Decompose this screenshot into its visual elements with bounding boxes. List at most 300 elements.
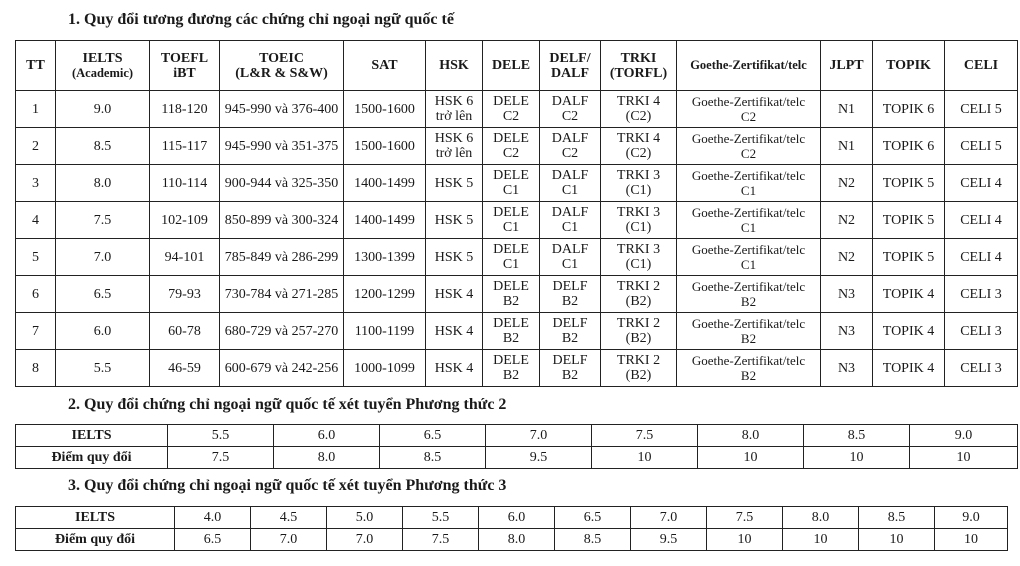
- table-cell: [677, 128, 821, 165]
- table-cell: [677, 239, 821, 276]
- cell-line: DALF: [551, 131, 589, 146]
- table-cell: [344, 313, 426, 350]
- cell-line: B2: [740, 368, 757, 383]
- cell-line: TOPIK 4: [882, 360, 935, 376]
- cell-line: N1: [837, 138, 856, 154]
- ielts-cell: 8.5: [804, 425, 910, 447]
- cell-line: DELE: [493, 316, 529, 331]
- table-cell: [150, 202, 220, 239]
- cell-line: 1: [32, 101, 39, 117]
- column-header: [601, 41, 677, 91]
- header-sub: (Academic): [71, 65, 134, 80]
- table-cell: [483, 276, 540, 313]
- header-main: TOEIC: [259, 50, 304, 66]
- table-cell: [483, 128, 540, 165]
- table-cell: [945, 165, 1018, 202]
- cell-line: 1300-1399: [354, 249, 415, 265]
- cell-line: DELE: [493, 205, 529, 220]
- cell-line: N2: [837, 249, 856, 265]
- cell-line: 1400-1499: [354, 175, 415, 191]
- cell-line: 6.5: [93, 286, 112, 302]
- cell-line: trở lên: [435, 146, 473, 161]
- table-cell: [821, 165, 873, 202]
- cell-line: DELE: [493, 242, 529, 257]
- cell-line: B2: [561, 331, 579, 346]
- cell-line: B2: [502, 331, 520, 346]
- column-header: [16, 41, 56, 91]
- cell-line: N3: [837, 286, 856, 302]
- cell-line: DELF: [552, 353, 588, 368]
- cell-line: (C2): [625, 146, 652, 161]
- cell-line: DALF: [551, 168, 589, 183]
- cell-line: C1: [740, 257, 757, 272]
- cell-line: 600-679 và 242-256: [224, 360, 339, 376]
- table-cell: [426, 91, 483, 128]
- cell-line: 8.5: [93, 138, 112, 154]
- table-cell: [426, 202, 483, 239]
- cell-line: 5: [32, 249, 39, 265]
- cell-line: (C1): [625, 220, 652, 235]
- ielts-cell: 8.0: [698, 425, 804, 447]
- cell-line: Goethe-Zertifikat/telc: [691, 131, 806, 146]
- ielts-cell: 7.0: [486, 425, 592, 447]
- cell-line: 7.5: [93, 212, 112, 228]
- ielts-cell: 7.0: [631, 507, 707, 529]
- table-cell: [873, 165, 945, 202]
- cell-line: (C1): [625, 257, 652, 272]
- cell-line: Goethe-Zertifikat/telc: [691, 353, 806, 368]
- section1-title: 1. Quy đổi tương đương các chứng chỉ ngoại ngữ quốc tế: [68, 11, 454, 28]
- cell-line: Goethe-Zertifikat/telc: [691, 242, 806, 257]
- table-cell: [220, 350, 344, 387]
- cell-line: 6: [32, 286, 39, 302]
- cell-line: DELE: [493, 131, 529, 146]
- cell-line: C1: [740, 183, 757, 198]
- table-cell: [677, 350, 821, 387]
- cell-line: HSK 4: [434, 360, 474, 376]
- table-cell: [945, 128, 1018, 165]
- cell-line: 102-109: [161, 212, 208, 228]
- cell-line: Goethe-Zertifikat/telc: [691, 168, 806, 183]
- cell-line: 79-93: [168, 286, 201, 302]
- cell-line: N3: [837, 323, 856, 339]
- score-cell: 9.5: [486, 447, 592, 469]
- table-cell: [821, 313, 873, 350]
- cell-line: TOPIK 4: [882, 323, 935, 339]
- cell-line: TOPIK 4: [882, 286, 935, 302]
- cell-line: TOPIK 5: [882, 249, 935, 265]
- cell-line: TRKI 3: [616, 242, 661, 257]
- table-cell: [601, 91, 677, 128]
- header-main: TRKI: [620, 50, 657, 66]
- cell-line: DALF: [551, 205, 589, 220]
- cell-line: TRKI 3: [616, 205, 661, 220]
- table-cell: [426, 128, 483, 165]
- cell-line: TOPIK 6: [882, 101, 935, 117]
- table-row: [16, 202, 1018, 239]
- table-cell: [150, 91, 220, 128]
- section3-title: 3. Quy đổi chứng chỉ ngoại ngữ quốc tế xét tuyển Phương thức 3: [68, 477, 507, 494]
- cell-line: TRKI 4: [616, 94, 661, 109]
- table-cell: [483, 202, 540, 239]
- table-cell: [56, 128, 150, 165]
- table-cell: [601, 128, 677, 165]
- table-cell: [220, 202, 344, 239]
- header-main: JLPT: [829, 58, 864, 73]
- table-row: [16, 165, 1018, 202]
- score-cell: 10: [783, 529, 859, 551]
- table-cell: [150, 350, 220, 387]
- cell-line: CELI 5: [960, 101, 1002, 117]
- cell-line: 730-784 và 271-285: [224, 286, 339, 302]
- method2-table: [15, 424, 1018, 469]
- table-cell: [16, 128, 56, 165]
- score-cell: 10: [707, 529, 783, 551]
- table-cell: [16, 91, 56, 128]
- cell-line: CELI 4: [960, 249, 1002, 265]
- ielts-cell: 8.5: [859, 507, 935, 529]
- cell-line: C2: [740, 146, 757, 161]
- row-label: IELTS: [16, 425, 168, 447]
- table-cell: [344, 128, 426, 165]
- column-header: [483, 41, 540, 91]
- cell-line: TOPIK 5: [882, 175, 935, 191]
- table-cell: [483, 313, 540, 350]
- table-cell: [821, 202, 873, 239]
- table-cell: [601, 276, 677, 313]
- equivalence-header-row: [16, 41, 1018, 91]
- table-cell: [426, 239, 483, 276]
- table-cell: [150, 276, 220, 313]
- column-header: [426, 41, 483, 91]
- header-main: TT: [26, 58, 45, 73]
- cell-line: DELF: [552, 316, 588, 331]
- ielts-cell: 6.0: [479, 507, 555, 529]
- cell-line: 945-990 và 351-375: [224, 138, 339, 154]
- cell-line: Goethe-Zertifikat/telc: [691, 94, 806, 109]
- score-cell: 10: [859, 529, 935, 551]
- ielts-cell: 4.5: [251, 507, 327, 529]
- table-cell: [150, 313, 220, 350]
- table-cell: [601, 239, 677, 276]
- cell-line: B2: [740, 331, 757, 346]
- cell-line: 900-944 và 325-350: [224, 175, 339, 191]
- method3-score-row: [16, 529, 1008, 551]
- cell-line: C1: [740, 220, 757, 235]
- cell-line: C1: [502, 220, 520, 235]
- cell-line: DELE: [493, 94, 529, 109]
- cell-line: HSK 5: [434, 175, 474, 191]
- row-label: Điểm quy đổi: [16, 529, 175, 551]
- cell-line: 1500-1600: [354, 138, 415, 154]
- cell-line: C1: [561, 183, 579, 198]
- cell-line: (B2): [625, 294, 652, 309]
- table-cell: [16, 276, 56, 313]
- table-cell: [821, 276, 873, 313]
- cell-line: B2: [502, 294, 520, 309]
- table-cell: [220, 165, 344, 202]
- table-cell: [540, 313, 601, 350]
- score-cell: 7.5: [168, 447, 274, 469]
- ielts-cell: 6.5: [555, 507, 631, 529]
- cell-line: (B2): [625, 368, 652, 383]
- score-cell: 7.5: [403, 529, 479, 551]
- table-cell: [821, 239, 873, 276]
- cell-line: HSK 6: [434, 94, 474, 109]
- table-cell: [16, 202, 56, 239]
- table-row: [16, 128, 1018, 165]
- table-cell: [483, 91, 540, 128]
- cell-line: DALF: [551, 94, 589, 109]
- header-main: SAT: [371, 58, 398, 73]
- header-sub: (L&R & S&W): [235, 65, 328, 81]
- cell-line: 680-729 và 257-270: [224, 323, 339, 339]
- table-cell: [220, 91, 344, 128]
- ielts-cell: 9.0: [910, 425, 1018, 447]
- score-cell: 10: [804, 447, 910, 469]
- cell-line: TRKI 2: [616, 353, 661, 368]
- table-row: [16, 313, 1018, 350]
- table-cell: [821, 128, 873, 165]
- row-label: Điểm quy đổi: [16, 447, 168, 469]
- table-cell: [344, 239, 426, 276]
- table-cell: [483, 350, 540, 387]
- cell-line: C2: [502, 109, 520, 124]
- cell-line: 7.0: [93, 249, 112, 265]
- cell-line: TRKI 2: [616, 279, 661, 294]
- cell-line: TRKI 3: [616, 168, 661, 183]
- table-cell: [945, 313, 1018, 350]
- table-cell: [873, 239, 945, 276]
- table-cell: [344, 276, 426, 313]
- ielts-cell: 5.0: [327, 507, 403, 529]
- cell-line: HSK 4: [434, 286, 474, 302]
- ielts-cell: 4.0: [175, 507, 251, 529]
- cell-line: 785-849 và 286-299: [224, 249, 339, 265]
- cell-line: (C2): [625, 109, 652, 124]
- header-sub: (TORFL): [609, 65, 668, 81]
- cell-line: B2: [502, 368, 520, 383]
- table-cell: [677, 276, 821, 313]
- cell-line: 1200-1299: [354, 286, 415, 302]
- cell-line: C2: [561, 109, 579, 124]
- table-cell: [426, 313, 483, 350]
- table-cell: [56, 313, 150, 350]
- cell-line: 1500-1600: [354, 101, 415, 117]
- table-cell: [426, 350, 483, 387]
- cell-line: DELF: [552, 279, 588, 294]
- cell-line: DELE: [493, 279, 529, 294]
- ielts-cell: 5.5: [403, 507, 479, 529]
- cell-line: 3: [32, 175, 39, 191]
- cell-line: C2: [561, 146, 579, 161]
- cell-line: (C1): [625, 183, 652, 198]
- cell-line: CELI 3: [960, 323, 1002, 339]
- cell-line: C1: [561, 257, 579, 272]
- ielts-cell: 8.0: [783, 507, 859, 529]
- table-row: [16, 350, 1018, 387]
- table-cell: [344, 202, 426, 239]
- cell-line: B2: [740, 294, 757, 309]
- cell-line: 5.5: [93, 360, 112, 376]
- column-header: [150, 41, 220, 91]
- table-cell: [601, 202, 677, 239]
- score-cell: 10: [698, 447, 804, 469]
- cell-line: TRKI 4: [616, 131, 661, 146]
- cell-line: 7: [32, 323, 39, 339]
- cell-line: CELI 3: [960, 286, 1002, 302]
- equivalence-table: [15, 40, 1018, 387]
- table-cell: [873, 276, 945, 313]
- table-cell: [220, 313, 344, 350]
- cell-line: B2: [561, 368, 579, 383]
- table-cell: [945, 202, 1018, 239]
- table-cell: [945, 276, 1018, 313]
- cell-line: DALF: [551, 242, 589, 257]
- cell-line: N2: [837, 175, 856, 191]
- table-cell: [56, 165, 150, 202]
- score-cell: 6.5: [175, 529, 251, 551]
- cell-line: TRKI 2: [616, 316, 661, 331]
- score-cell: 10: [910, 447, 1018, 469]
- ielts-cell: 6.5: [380, 425, 486, 447]
- table-cell: [56, 91, 150, 128]
- table-cell: [677, 313, 821, 350]
- table-cell: [483, 165, 540, 202]
- table-cell: [601, 165, 677, 202]
- column-header: [540, 41, 601, 91]
- header-main: TOPIK: [886, 58, 931, 73]
- cell-line: TOPIK 6: [882, 138, 935, 154]
- table-cell: [426, 165, 483, 202]
- table-row: [16, 239, 1018, 276]
- column-header: [873, 41, 945, 91]
- table-cell: [821, 91, 873, 128]
- ielts-cell: 6.0: [274, 425, 380, 447]
- cell-line: CELI 4: [960, 175, 1002, 191]
- table-row: [16, 276, 1018, 313]
- cell-line: N3: [837, 360, 856, 376]
- cell-line: 1100-1199: [354, 323, 415, 339]
- table-cell: [344, 91, 426, 128]
- table-cell: [220, 276, 344, 313]
- row-label: IELTS: [16, 507, 175, 529]
- ielts-cell: 9.0: [935, 507, 1008, 529]
- table-cell: [150, 128, 220, 165]
- cell-line: 4: [32, 212, 39, 228]
- cell-line: Goethe-Zertifikat/telc: [691, 205, 806, 220]
- table-cell: [677, 202, 821, 239]
- table-cell: [220, 239, 344, 276]
- score-cell: 8.5: [555, 529, 631, 551]
- header-sub: iBT: [173, 65, 196, 81]
- cell-line: 6.0: [93, 323, 112, 339]
- table-cell: [426, 276, 483, 313]
- method2-score-row: [16, 447, 1018, 469]
- table-cell: [601, 350, 677, 387]
- table-cell: [16, 165, 56, 202]
- score-cell: 8.0: [479, 529, 555, 551]
- table-cell: [56, 202, 150, 239]
- cell-line: DELE: [493, 353, 529, 368]
- table-cell: [56, 239, 150, 276]
- cell-line: 8.0: [93, 175, 112, 191]
- cell-line: 850-899 và 300-324: [224, 212, 339, 228]
- cell-line: C2: [740, 109, 757, 124]
- cell-line: 115-117: [161, 138, 208, 154]
- cell-line: 60-78: [168, 323, 201, 339]
- ielts-cell: 5.5: [168, 425, 274, 447]
- table-row: [16, 91, 1018, 128]
- table-cell: [540, 276, 601, 313]
- table-cell: [677, 165, 821, 202]
- cell-line: HSK 5: [434, 212, 474, 228]
- cell-line: 46-59: [168, 360, 201, 376]
- table-cell: [16, 350, 56, 387]
- column-header: [56, 41, 150, 91]
- header-main: HSK: [439, 58, 469, 73]
- section2-title: 2. Quy đổi chứng chỉ ngoại ngữ quốc tế xét tuyển Phương thức 2: [68, 396, 507, 413]
- table-cell: [945, 350, 1018, 387]
- table-cell: [56, 276, 150, 313]
- cell-line: Goethe-Zertifikat/telc: [691, 279, 806, 294]
- method2-ielts-row: [16, 425, 1018, 447]
- cell-line: C1: [502, 257, 520, 272]
- cell-line: 2: [32, 138, 39, 154]
- table-cell: [220, 128, 344, 165]
- cell-line: 118-120: [161, 101, 208, 117]
- table-cell: [601, 313, 677, 350]
- cell-line: TOPIK 5: [882, 212, 935, 228]
- cell-line: N2: [837, 212, 856, 228]
- cell-line: C1: [502, 183, 520, 198]
- column-header: [220, 41, 344, 91]
- table-cell: [344, 165, 426, 202]
- cell-line: CELI 4: [960, 212, 1002, 228]
- table-cell: [873, 350, 945, 387]
- table-cell: [945, 91, 1018, 128]
- cell-line: HSK 4: [434, 323, 474, 339]
- column-header: [344, 41, 426, 91]
- header-main: TOEFL: [160, 50, 209, 66]
- table-cell: [873, 202, 945, 239]
- table-cell: [483, 239, 540, 276]
- cell-line: B2: [561, 294, 579, 309]
- cell-line: CELI 3: [960, 360, 1002, 376]
- header-main: CELI: [963, 58, 999, 73]
- table-cell: [873, 91, 945, 128]
- score-cell: 10: [935, 529, 1008, 551]
- table-cell: [150, 165, 220, 202]
- header-main: Goethe-Zertifikat/telc: [690, 58, 807, 72]
- table-cell: [540, 128, 601, 165]
- cell-line: HSK 6: [434, 131, 474, 146]
- table-cell: [540, 91, 601, 128]
- table-cell: [821, 350, 873, 387]
- cell-line: 94-101: [164, 249, 205, 265]
- table-cell: [56, 350, 150, 387]
- header-sub: DALF: [550, 65, 590, 81]
- cell-line: DELE: [493, 168, 529, 183]
- column-header: [945, 41, 1018, 91]
- cell-line: 945-990 và 376-400: [224, 101, 339, 117]
- score-cell: 9.5: [631, 529, 707, 551]
- score-cell: 10: [592, 447, 698, 469]
- table-cell: [16, 313, 56, 350]
- cell-line: 1000-1099: [354, 360, 415, 376]
- cell-line: 8: [32, 360, 39, 376]
- method3-ielts-row: [16, 507, 1008, 529]
